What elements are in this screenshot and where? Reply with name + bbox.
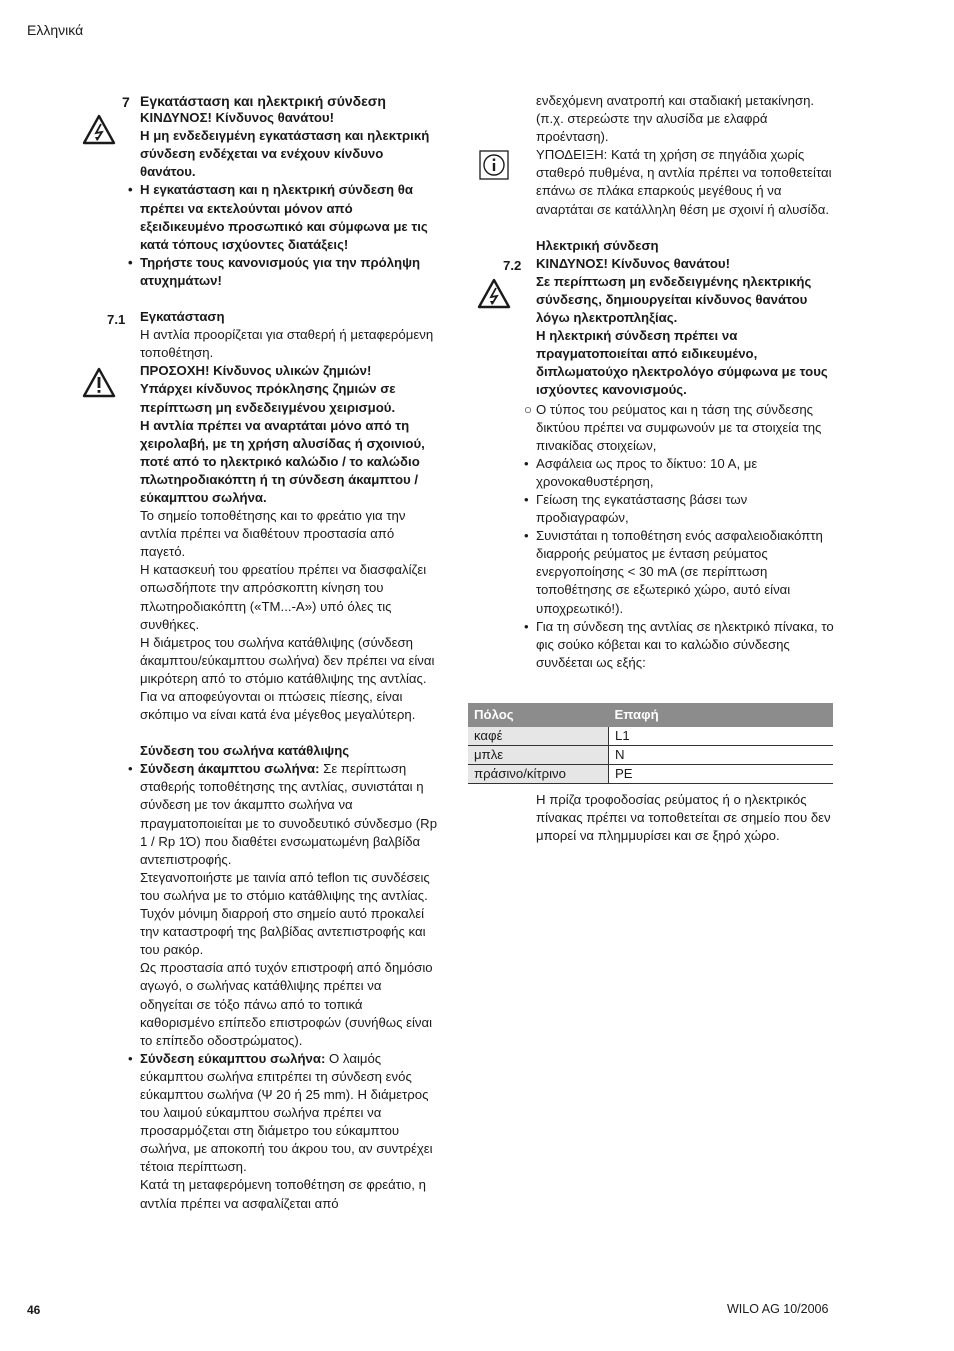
section-number: 7.1 xyxy=(107,312,126,327)
subheading: Σύνδεση του σωλήνα κατάθλιψης xyxy=(140,743,350,759)
danger-warning: ΚΙΝΔΥΝΟΣ! Κίνδυνος θανάτου! Σε περίπτωση μη ενδεδειγμένης ηλεκτρικής σύνδεσης, δημιουργείται κίνδυνος θανάτου λόγω ηλεκτροπληξίας. Η ηλεκτρική σύνδεση πρέπει να πραγματοποιείται από ειδικευμένο, διπλωματούχο ηλεκτρολόγο σύμφωνα με τους ισχύοντες κανονισμούς. xyxy=(536,255,828,398)
list-item: • Σύνδεση εύκαμπτου σωλήνα: Ο λαιμός εύκαμπτου σωλήνα επιτρέπει τη σύνδεση ενός εύκαμπτου σωλήνα (Ψ 20 ή 25 mm). Η διάμετρος του λαιμού εύκαμπτου σωλήνα πρέπει να προσαρμόζεται στη διάμετρο του εύκαμπτου σωλήνα, με αποκοπή του άκρου του, αν συντρέχει τέτοια περίπτωση. Κατά τη μεταφερόμενη τοποθέτηση σε φρεάτιο, η αντλία πρέπει να ασφαλίζεται από xyxy=(140,1050,438,1213)
table-row xyxy=(468,727,833,746)
note-text: ΥΠΟΔΕΙΞΗ: Κατά τη χρήση σε πηγάδια χωρίς σταθερό πυθμένα, η αντλία πρέπει να τοποθετείται επάνω σε πλάκα επαρκούς μεγέθους ή να αναρτάται σε κατάλληλη θέση με σχοινί ή αλυσίδα. xyxy=(536,147,832,217)
list-item: • Συνιστάται η τοποθέτηση ενός ασφαλειοδιακόπτη διαρροής ρεύματος με ένταση ρεύματος ενεργοποίησης < 30 mA (σε περίπτωση τοποθέτησης σε εξωτερικό χώρο, αυτό είναι υποχρεωτικό!). xyxy=(524,528,823,616)
left-column xyxy=(128,92,438,1213)
table-cell: μπλε xyxy=(468,746,609,765)
list-item: • Η εγκατάσταση και η ηλεκτρική σύνδεση θα πρέπει να εκτελούνται μόνον από εξειδικευμένο προσωπικό και σύμφωνα με τις κατά τόπους ισχύοντες διατάξεις! xyxy=(128,182,428,252)
table-cell: καφέ xyxy=(468,727,609,746)
table-header-row xyxy=(468,703,833,727)
pipe-list xyxy=(128,760,438,1212)
wiring-table xyxy=(468,703,833,784)
info-icon xyxy=(479,150,509,180)
paragraph: Η αντλία προορίζεται για σταθερή ή μεταφερόμενη τοποθέτηση. xyxy=(140,327,434,361)
bullet-list xyxy=(524,401,836,672)
electrical-hazard-icon xyxy=(82,114,116,146)
section-title: Ηλεκτρική σύνδεση xyxy=(536,237,659,253)
paragraph: Το σημείο τοποθέτησης και το φρεάτιο για την αντλία πρέπει να διαθέτουν προστασία από παγετό. xyxy=(140,508,406,560)
table-header: Πόλος xyxy=(468,703,609,727)
paragraph: Η διάμετρος του σωλήνα κατάθλιψης (σύνδεση άκαμπτου/εύκαμπτου σωλήνα) δεν πρέπει να είναι μικρότερη από το στόμιο κατάθλιψης της αντλίας. Για να αποφεύγονται οι πτώσεις πίεσης, είναι σκόπιμο να είναι κατά ένα μέγεθος μεγαλύτερη. xyxy=(140,634,435,723)
right-column xyxy=(524,92,836,672)
paragraph: Κατά τη μεταφερόμενη τοποθέτηση σε φρεάτιο, η αντλία πρέπει να ασφαλίζεται από xyxy=(140,1177,426,1211)
table-cell: L1 xyxy=(609,727,834,746)
list-item: • Τηρήστε τους κανονισμούς για την πρόληψη ατυχημάτων! xyxy=(128,254,421,288)
bullet-list xyxy=(128,181,438,290)
paragraph: Η κατασκευή του φρεατίου πρέπει να διασφαλίζει οπωσδήποτε την απρόσκοπτη κίνηση του πλωτηροδιακόπτη («ΤΜ...-Α») υπό όλες τις συνθήκες. xyxy=(140,562,427,632)
list-item: ○ Ο τύπος του ρεύματος και η τάση της σύνδεσης δικτύου πρέπει να συμφωνούν με τα στοιχεία της πινακίδας στοιχείων, xyxy=(524,401,822,453)
table-cell: N xyxy=(609,746,834,765)
warning-icon xyxy=(82,367,116,399)
table-row xyxy=(468,746,833,765)
section-number: 7.2 xyxy=(503,258,522,273)
list-item: • Γείωση της εγκατάστασης βάσει των προδιαγραφών, xyxy=(524,491,748,526)
paragraph: Ως προστασία από τυχόν επιστροφή από δημόσιο αγωγό, ο σωλήνας κατάθλιψης πρέπει να οδηγείται σε τόξο πάνω από το τοπικά καθορισμένο επίπεδο επιστροφών (συνήθως είναι το επίπεδο οδοστρώματος). xyxy=(140,960,433,1048)
wiring-table-wrapper xyxy=(468,703,833,784)
list-item: • Σύνδεση άκαμπτου σωλήνα: Σε περίπτωση σταθερής τοποθέτησης της αντλίας, συνιστάται η σύνδεση με τον άκαμπτο σωλήνα να πραγματοποιείται με το συνοδευτικό σύνδεσμο (Rp 1 / Rp 1Ό) που διαθέτει ενσωματωμένη βαλβίδα αντεπιστροφής. Στεγανοποιήστε με ταινία από teflon τις συνδέσεις του σωλήνα με το στόμιο κατάθλιψης της αντλίας. Τυχόν μόνιμη διαρροή στο σημείο αυτό προκαλεί την καταστροφή της βαλβίδας αντεπιστροφής και του ρακόρ. Ως προστασία από τυχόν επιστροφή από δημόσιο αγωγό, ο σωλήνας κατάθλιψης πρέπει να οδηγείται σε τόξο πάνω από το τοπικά καθορισμένο επίπεδο επιστροφών (συνήθως είναι το επίπεδο οδοστρώματος). xyxy=(140,760,438,1050)
table-cell: πράσινο/κίτρινο xyxy=(468,765,609,784)
section-title: Εγκατάσταση xyxy=(140,309,225,325)
paragraph: ενδεχόμενη ανατροπή και σταδιακή μετακίνηση. (π.χ. στερεώστε την αλυσίδα με ελαφρά προένταση). xyxy=(536,93,815,145)
danger-warning: ΚΙΝΔΥΝΟΣ! Κίνδυνος θανάτου! Η μη ενδεδειγμένη εγκατάσταση και ηλεκτρική σύνδεση ενδέχεται να ενέχουν κίνδυνο θανάτου. xyxy=(140,110,430,180)
list-item: • Για τη σύνδεση της αντλίας σε ηλεκτρικό πίνακα, το φις σούκο κόβεται και το καλώδιο σύνδεσης συνδέεται ως εξής: xyxy=(524,618,834,670)
electrical-hazard-icon xyxy=(477,278,511,310)
publisher-info: WILO AG 10/2006 xyxy=(727,1302,829,1316)
paragraph: Η πρίζα τροφοδοσίας ρεύματος ή ο ηλεκτρικός πίνακας πρέπει να τοποθετείται σε σημείο που δεν μπορεί να πλημμυρίσει και σε ξηρό χώρο. xyxy=(536,792,831,844)
section-number: 7 xyxy=(122,94,130,110)
language-label: Ελληνικά xyxy=(27,22,84,38)
table-cell: PE xyxy=(609,765,834,784)
table-row xyxy=(468,765,833,784)
table-header: Επαφή xyxy=(609,703,834,727)
section-title: Εγκατάσταση και ηλεκτρική σύνδεση xyxy=(140,93,386,109)
page-number: 46 xyxy=(27,1303,41,1317)
list-item: • Ασφάλεια ως προς το δίκτυο: 10 Α, με χρονοκαθυστέρηση, xyxy=(524,455,758,489)
caution-warning: ΠΡΟΣΟΧΗ! Κίνδυνος υλικών ζημιών! Υπάρχει κίνδυνος πρόκλησης ζημιών σε περίπτωση μη ενδεδειγμένου χειρισμού. Η αντλία πρέπει να αναρτάται μόνο από τη χειρολαβή, με τη χρήση αλυσίδας ή σχοινιού, ποτέ από το ηλεκτρικό καλώδιο / το καλώδιο πλωτηροδιακόπτη ή τη σύνδεση άκαμπτου / εύκαμπτου σωλήνα. xyxy=(140,363,425,505)
paragraph: Στεγανοποιήστε με ταινία από teflon τις συνδέσεις του σωλήνα με το στόμιο κατάθλιψης της αντλίας. Τυχόν μόνιμη διαρροή στο σημείο αυτό προκαλεί την καταστροφή της βαλβίδας αντεπιστροφής και του ρακόρ. xyxy=(140,869,430,958)
